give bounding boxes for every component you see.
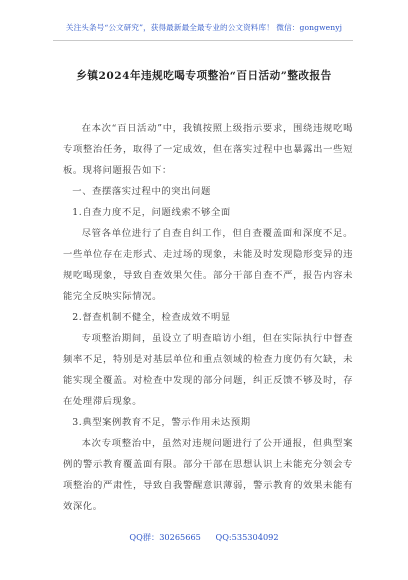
document-title: 乡镇2024年违规吃喝专项整治“百日活动”整改报告 xyxy=(76,70,332,82)
header-divider xyxy=(53,40,353,41)
intro-paragraph: 在本次“百日活动”中，我镇按照上级指示要求，围绕违规吃喝专项整治任务，取得了一定成效，但在落实过程中也暴露出一些短板。现将问题报告如下： xyxy=(63,123,353,176)
document-body xyxy=(63,118,353,517)
footer-qq-group: QQ群：30265665 xyxy=(129,532,201,542)
subsection-heading-2: 2.督查机制不健全，检查成效不明显 xyxy=(72,312,231,323)
paragraph-3: 本次专项整治中，虽然对违规问题进行了公开通报，但典型案例的警示教育覆盖面有限。部分干部在思想认识上未能充分领会专项整治的严肃性，导致自我警醒意识薄弱，警示教育的效果未能有效深化。 xyxy=(63,438,353,512)
section-heading: 一、查摆落实过程中的突出问题 xyxy=(72,186,211,197)
subsection-heading-3: 3.典型案例教育不足，警示作用未达预期 xyxy=(72,417,251,428)
subsection-heading-1: 1.自查力度不足，问题线索不够全面 xyxy=(72,207,231,218)
header-banner: 关注头条号“公文研究”，获得最新最全最专业的公文资料库！ 微信：gongwenyj xyxy=(65,23,343,32)
footer-qq: QQ:535304092 xyxy=(215,532,279,542)
paragraph-2: 专项整治期间，虽设立了明查暗访小组，但在实际执行中督查频率不足，特别是对基层单位和重点领域的检查力度仍有欠缺，未能实现全覆盖。对检查中发现的部分问题，纠正反馈不够及时，存在处理滞后现象。 xyxy=(63,333,353,407)
footer-contact xyxy=(0,532,408,543)
paragraph-1: 尽管各单位进行了自查自纠工作，但自查覆盖面和深度不足。一些单位存在走形式、走过场的现象，未能及时发现隐形变异的违规吃喝现象，导致自查效果欠佳。部分干部自查不严，报告内容未能完全反映实际情况。 xyxy=(63,228,353,302)
